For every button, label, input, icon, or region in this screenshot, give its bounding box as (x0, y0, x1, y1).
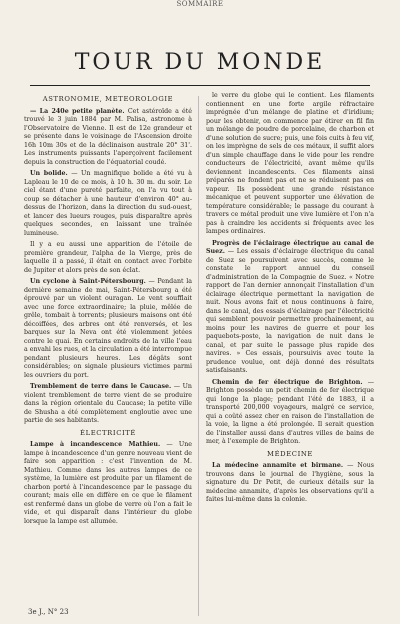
article-lead: Un cyclone à Saint-Pétersbourg. (30, 278, 146, 285)
article-lead: Progrès de l'éclairage électrique au canal de Suez. (206, 239, 374, 255)
right-column (206, 92, 374, 508)
right-articles (206, 92, 374, 447)
title-rule (30, 85, 370, 86)
section-heading-astronomie: ASTRONOMIE, METEOROLOGIE (42, 95, 174, 103)
section-heading-medecine: MÉDECINE (267, 449, 313, 458)
article-text: — Brighton possède un petit chemin de fer électrique qui longe la plage; pendant l'été de 1883, il a transporté 200,000 voyageurs, malgré ce service, qui a coûté assez cher en raison de l'installation de la voie, la ligne a été prolongée. Il serait question de l'installer aussi dans d'autres villes de bains de mer, à l'exemple de Brighton. (206, 378, 374, 445)
article-text: — Une lampe à incandescence d'un genre nouveau vient de faire son apparition : c'est l'invention de M. Mathieu. Comme dans les autres lampes de ce système, la lumière est produite par un filament de charbon porté à l'incandescence par le passage du courant; mais elle en diffère en ce que le filament est renfermé dans un globe de verre où l'on a fait le vide, et qui disparaît dans l'intérieur du globe lorsque la lampe est allumée. (24, 441, 192, 525)
article-paragraph (24, 170, 192, 238)
article-paragraph (206, 240, 374, 376)
article-lead: Chemin de fer électrique de Brighton. (212, 378, 363, 386)
article-lead: Lampe à incandescence Mathieu. (30, 441, 161, 448)
article-lead: Un bolide. (30, 170, 68, 177)
article-lead: Tremblement de terre dans le Caucase. (30, 383, 172, 390)
article-text: Il y a eu aussi une apparition de l'étoile de première grandeur, l'alpha de la Vierge, près de laquelle il a passé, il était en contact avec l'orbite de Jupiter et alors près de son éclat. (24, 241, 192, 274)
article-text: — Pendant la dernière semaine de mai, Saint-Pétersbourg a été éprouvé par un violent ouragan. Le vent soufflait avec une force extraordinaire; la pluie, mêlée de grêle, tombait à torrents; plusieurs maisons ont été décoiffées, des arbres ont été renversés, et les barques sur la Neva ont été violemment jetées contre le quai. En certains endroits de la ville l'eau a envahi les rues, et la circulation a été interrompue pendant plusieurs heures. Les dégâts sont considérables; on signale plusieurs victimes parmi les ouvriers du port. (24, 278, 192, 379)
running-head (10, 0, 390, 9)
left-articles (24, 108, 192, 426)
right-articles-2 (206, 462, 374, 505)
article-paragraph (206, 462, 374, 505)
article-paragraph (24, 278, 192, 380)
article-paragraph (24, 383, 192, 426)
column-divider (198, 96, 199, 616)
article-paragraph (24, 441, 192, 526)
article-text: — Les essais d'éclairage électrique du canal de Suez se poursuivent avec succès, comme le constate le rapport annuel du conseil d'administration de la Compagnie de Suez. « Notre rapport de l'an dernier annonçait l'installation d'un éclairage électrique permettant la navigation de nuit. Nous avons fait et nous continuons à faire, dans le canal, des essais d'éclairage par l'électricité qui semblent pouvoir permettre prochainement, au moins pour les navires de guerre et pour les paquebots-poste, la navigation de nuit dans le canal, et par suite le passage plus rapide des navires. » Ces essais, poursuivis avec toute la prudence voulue, ont déjà donné des résultats satisfaisants. (206, 248, 374, 374)
article-paragraph (24, 108, 192, 168)
left-articles-2 (24, 441, 192, 526)
page-title: TOUR DU MONDE (74, 50, 326, 75)
running-head-center: SOMMAIRE (176, 0, 224, 8)
left-column (24, 92, 192, 529)
page-footer-mark: 3e J., N° 23 (28, 608, 69, 616)
article-text: — Nous trouvons dans le journal de l'hygiène, sous la signature du Dr Petit, de curieux détails sur la médecine annamite, d'après les observations qu'il a faites lui-même dans la colonie. (206, 462, 374, 503)
article-text: Cet astéroïde a été trouvé le 3 juin 1884 par M. Palisa, astronome à l'Observatoire de Vienne. Il est de 12e grandeur et se présente dans le voisinage de l'Ascension droite 16h 10m 30s et de la déclinaison australe 20° 31'. Les instruments puissants l'aperçoivent facilement depuis la construction de l'équatorial coudé. (24, 107, 192, 166)
article-lead: La médecine annamite et birmane. (212, 462, 344, 469)
article-text: — Un magnifique bolide a été vu à Lapleau le 10 de ce mois, à 10 h. 30 m. du soir. Le ciel étant d'une pureté parfaite, on l'a vu tout à coup se détacher à une hauteur d'environ 40° au-dessus de l'horizon, dans la direction du sud-ouest, et lancer des lueurs rouges, puis disparaître après quelques secondes, en laissant une traînée lumineuse. (24, 170, 192, 237)
article-paragraph (206, 92, 374, 237)
article-paragraph (24, 241, 192, 275)
article-lead: — La 240e petite planète. (30, 107, 125, 115)
section-heading-electricite: ÉLECTRICITÉ (80, 428, 136, 437)
article-text: — Un violent tremblement de terre vient de se produire dans la région orientale du Caucase; la petite ville de Shusha a été complètement engloutie avec une partie de ses habitants. (24, 383, 192, 424)
article-paragraph (206, 379, 374, 447)
article-text: le verre du globe qui le contient. Les filaments contiennent en une forte argile réfractaire imprégnée d'un mélange de platine et d'iridium; pour les obtenir, on commence par étirer en fil fin un mélange de poudre de porcelaine, de charbon et d'une solution de sucre; puis, une fois cuits à feu vif, on les imprègne de sels de ces métaux, il suffit alors d'un simple chauffage dans le vide pour les rendre conducteurs de l'électricité, avant même qu'ils deviennent incandescents. Ces filaments ainsi préparés ne fondent pas et ne se réduisent pas en vapeur. Ils possèdent une grande résistance mécanique et peuvent supporter une élévation de température considérable; le passage du courant à travers ce métal produit une vive lumière et l'on n'a pas à craindre les accidents si fréquents avec les lampes ordinaires. (206, 92, 374, 235)
